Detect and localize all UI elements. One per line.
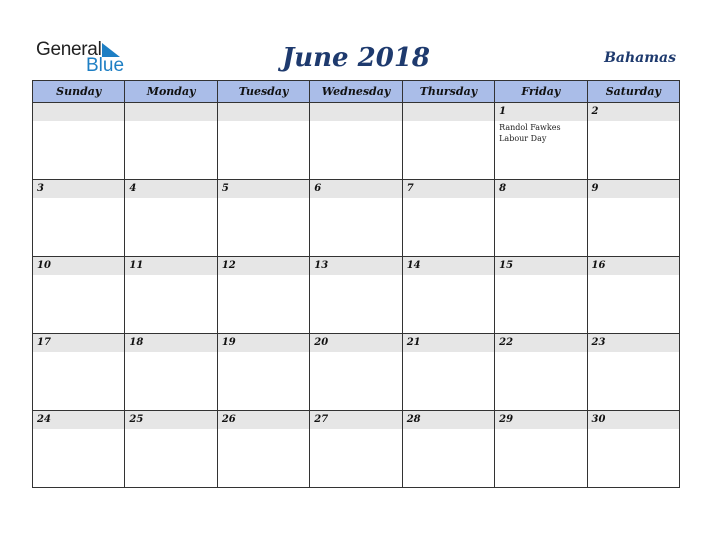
day-cell [587, 257, 679, 334]
day-cell [125, 103, 217, 180]
logo-blue-text: Blue [86, 55, 125, 76]
day-number: 21 [406, 337, 421, 348]
day-number: 18 [129, 337, 144, 348]
day-cell [33, 180, 125, 257]
day-number-band [495, 411, 586, 429]
day-number-band [218, 257, 309, 275]
day-cell [587, 334, 679, 411]
day-number-band [403, 334, 494, 352]
day-number-band [588, 334, 679, 352]
day-number: 14 [406, 260, 421, 271]
day-cell [495, 257, 587, 334]
day-number-band [403, 180, 494, 198]
day-number-band [218, 103, 309, 121]
day-number: 22 [499, 337, 514, 348]
day-number-band [310, 257, 401, 275]
day-number-band [33, 334, 124, 352]
day-number: 16 [591, 260, 606, 271]
day-number: 4 [129, 183, 137, 194]
day-cell [310, 257, 402, 334]
day-number-band [403, 103, 494, 121]
day-number-band [310, 103, 401, 121]
day-number: 27 [314, 414, 329, 425]
day-number: 17 [37, 337, 51, 348]
day-cell [217, 411, 309, 488]
day-number-band [125, 257, 216, 275]
day-number-band [125, 103, 216, 121]
weekday-header: Monday [125, 81, 217, 103]
weekday-header: Sunday [33, 81, 125, 103]
calendar-title: June 2018 [281, 43, 431, 73]
day-cell [125, 334, 217, 411]
weekday-header: Thursday [402, 81, 494, 103]
day-number: 25 [129, 414, 144, 425]
calendar-body [33, 103, 680, 488]
day-cell [495, 103, 587, 180]
day-cell [587, 411, 679, 488]
day-number-band [125, 180, 216, 198]
day-number-band [588, 103, 679, 121]
day-number-band [588, 411, 679, 429]
day-cell [125, 257, 217, 334]
day-number: 30 [591, 414, 606, 425]
day-number: 24 [37, 414, 51, 425]
weekday-header: Saturday [587, 81, 679, 103]
day-number-band [588, 180, 679, 198]
day-number: 7 [406, 183, 414, 194]
day-cell [217, 257, 309, 334]
day-cell [495, 411, 587, 488]
day-number-band [495, 334, 586, 352]
day-number-band [310, 411, 401, 429]
day-number: 13 [314, 260, 329, 271]
day-cell [310, 411, 402, 488]
day-cell [402, 257, 494, 334]
day-number-band [495, 103, 586, 121]
day-cell [310, 103, 402, 180]
day-number: 8 [499, 183, 507, 194]
week-row [33, 103, 680, 180]
day-cell [33, 257, 125, 334]
day-cell [587, 103, 679, 180]
day-number-band [218, 334, 309, 352]
day-number: 20 [314, 337, 329, 348]
day-number-band [218, 180, 309, 198]
day-cell [310, 180, 402, 257]
day-number-band [495, 180, 586, 198]
day-number: 10 [37, 260, 51, 271]
week-row [33, 257, 680, 334]
day-cell [33, 411, 125, 488]
country-label: Bahamas [604, 50, 676, 66]
day-number: 23 [591, 337, 606, 348]
day-number-band [33, 180, 124, 198]
day-number: 9 [591, 183, 599, 194]
day-cell [125, 411, 217, 488]
week-row [33, 180, 680, 257]
day-cell [402, 411, 494, 488]
day-cell [587, 180, 679, 257]
calendar-grid [32, 80, 680, 488]
day-number-band [588, 257, 679, 275]
day-number: 11 [129, 260, 144, 271]
day-number: 29 [499, 414, 514, 425]
day-number-band [403, 257, 494, 275]
day-number-band [33, 257, 124, 275]
day-cell [217, 334, 309, 411]
day-cell [495, 334, 587, 411]
day-number-band [125, 411, 216, 429]
day-cell [402, 180, 494, 257]
day-number: 5 [221, 183, 229, 194]
logo-general-text: General [36, 39, 102, 60]
weekday-header-row [33, 81, 680, 103]
week-row [33, 334, 680, 411]
day-number-band [310, 334, 401, 352]
day-number-band [125, 334, 216, 352]
day-number-band [403, 411, 494, 429]
day-cell [217, 103, 309, 180]
day-cell [402, 334, 494, 411]
day-cell [402, 103, 494, 180]
day-number: 19 [221, 337, 236, 348]
day-number: 2 [591, 106, 599, 117]
day-cell [310, 334, 402, 411]
weekday-header: Tuesday [217, 81, 309, 103]
day-number: 28 [406, 414, 421, 425]
day-number-band [33, 411, 124, 429]
day-cell [33, 103, 125, 180]
week-row [33, 411, 680, 488]
weekday-header: Friday [495, 81, 587, 103]
day-number-band [310, 180, 401, 198]
day-number: 6 [314, 183, 322, 194]
day-number: 12 [221, 260, 236, 271]
day-number: 26 [221, 414, 236, 425]
day-number: 3 [37, 183, 44, 194]
day-number: 1 [499, 106, 507, 117]
day-cell [217, 180, 309, 257]
day-number-band [218, 411, 309, 429]
day-cell [33, 334, 125, 411]
day-cell [125, 180, 217, 257]
day-number-band [33, 103, 124, 121]
day-number: 15 [499, 260, 514, 271]
holiday-event: Randol Fawkes Labour Day [499, 123, 561, 143]
day-number-band [495, 257, 586, 275]
day-cell [495, 180, 587, 257]
weekday-header: Wednesday [310, 81, 402, 103]
